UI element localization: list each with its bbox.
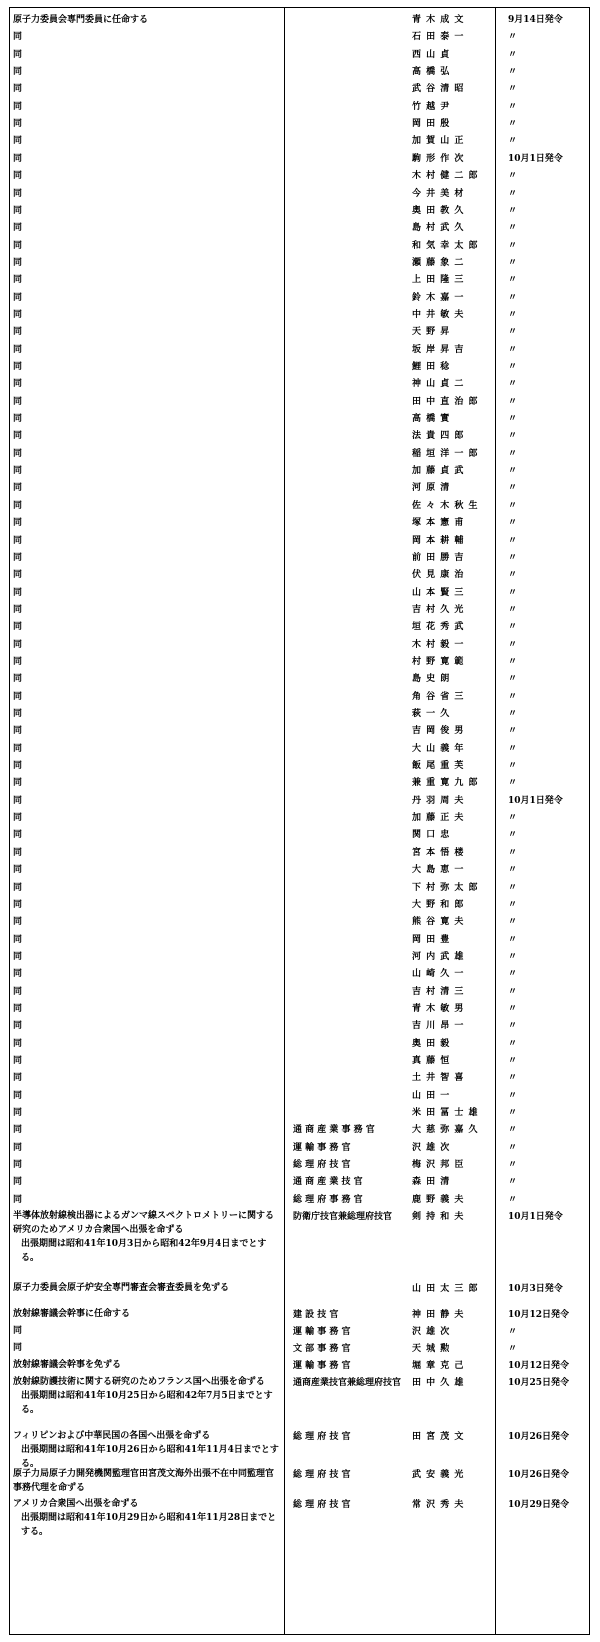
appointment-action: 同 bbox=[13, 743, 23, 754]
appointment-action: 同 bbox=[13, 917, 23, 928]
appointment-action: 同 bbox=[13, 570, 23, 581]
official-title: 通商産業技官兼総理府技官 bbox=[293, 1378, 401, 1389]
person-name: 法 貴 四 郎 bbox=[412, 431, 465, 442]
issue-date: 〃 bbox=[508, 830, 518, 841]
table-row bbox=[10, 1429, 589, 1470]
person-name: 沢 雄 次 bbox=[412, 1142, 451, 1153]
person-name: 河 内 武 雄 bbox=[412, 951, 465, 962]
appointment-action bbox=[13, 1209, 281, 1265]
person-name: 武 安 義 光 bbox=[412, 1470, 465, 1481]
person-name: 駒 形 作 次 bbox=[412, 153, 465, 164]
person-name: 木 村 健 二 郎 bbox=[412, 171, 479, 182]
issue-date: 〃 bbox=[508, 986, 518, 997]
issue-date: 〃 bbox=[508, 518, 518, 529]
appointment-action: 同 bbox=[13, 778, 23, 789]
person-name: 田 中 久 雄 bbox=[412, 1378, 465, 1389]
appointment-action: 同 bbox=[13, 1160, 23, 1171]
issue-date: 〃 bbox=[508, 49, 518, 60]
issue-date: 〃 bbox=[508, 847, 518, 858]
issue-date: 〃 bbox=[508, 570, 518, 581]
appointment-action: 同 bbox=[13, 1090, 23, 1101]
person-name: 土 井 智 喜 bbox=[412, 1073, 465, 1084]
issue-date: 〃 bbox=[508, 1125, 518, 1136]
travel-period-note: 出張期間は昭和41年10月25日から昭和42年7月5日までとする。 bbox=[21, 1391, 273, 1416]
person-name: 田 宮 茂 文 bbox=[412, 1432, 465, 1443]
appointment-action: 同 bbox=[13, 153, 23, 164]
action-text: 同 bbox=[13, 1343, 23, 1354]
appointment-action: 同 bbox=[13, 865, 23, 876]
issue-date: 〃 bbox=[508, 188, 518, 199]
person-name: 山 崎 久 一 bbox=[412, 969, 465, 980]
official-title: 総 理 府 技 官 bbox=[293, 1470, 351, 1481]
issue-date: 10月1日発令 bbox=[508, 153, 563, 164]
table-row bbox=[10, 1467, 589, 1497]
person-name: 瀬 藤 象 二 bbox=[412, 257, 465, 268]
issue-date: 10月26日発令 bbox=[508, 1470, 570, 1481]
appointment-action: 同 bbox=[13, 188, 23, 199]
appointment-action bbox=[13, 1358, 281, 1372]
appointment-action: 同 bbox=[13, 119, 23, 130]
action-text: 放射線審議会幹事に任命する bbox=[13, 1309, 131, 1320]
issue-date: 〃 bbox=[508, 344, 518, 355]
person-name: 伏 見 康 治 bbox=[412, 570, 465, 581]
issue-date: 〃 bbox=[508, 899, 518, 910]
person-name: 宮 本 悟 楼 bbox=[412, 847, 465, 858]
issue-date: 10月1日発令 bbox=[508, 1212, 563, 1223]
person-name: 吉 村 久 光 bbox=[412, 604, 465, 615]
appointment-action: 同 bbox=[13, 84, 23, 95]
travel-period-note: 出張期間は昭和41年10月26日から昭和41年11月4日までとする。 bbox=[21, 1445, 279, 1470]
person-name: 今 井 美 材 bbox=[412, 188, 465, 199]
issue-date: 〃 bbox=[508, 32, 518, 43]
table-row bbox=[10, 1358, 589, 1375]
appointment-action: 同 bbox=[13, 899, 23, 910]
issue-date: 〃 bbox=[508, 1194, 518, 1205]
issue-date: 10月3日発令 bbox=[508, 1284, 563, 1295]
issue-date: 〃 bbox=[508, 483, 518, 494]
issue-date: 〃 bbox=[508, 223, 518, 234]
issue-date: 〃 bbox=[508, 1090, 518, 1101]
appointment-action: 同 bbox=[13, 882, 23, 893]
person-name: 上 田 隆 三 bbox=[412, 275, 465, 286]
official-title: 建 設 技 官 bbox=[293, 1310, 339, 1321]
issue-date: 〃 bbox=[508, 205, 518, 216]
issue-date: 〃 bbox=[508, 136, 518, 147]
appointment-action: 同 bbox=[13, 483, 23, 494]
issue-date: 〃 bbox=[508, 1038, 518, 1049]
appointment-action: 同 bbox=[13, 396, 23, 407]
person-name: 村 野 寛 範 bbox=[412, 656, 465, 667]
person-name: 佐 々 木 秋 生 bbox=[412, 500, 479, 511]
official-title: 総 理 府 技 官 bbox=[293, 1432, 351, 1443]
person-name: 高 橋 實 bbox=[412, 414, 451, 425]
appointment-action bbox=[13, 1467, 281, 1495]
issue-date: 〃 bbox=[508, 1142, 518, 1153]
appointment-action: 同 bbox=[13, 275, 23, 286]
person-name: 竹 越 尹 bbox=[412, 101, 451, 112]
issue-date: 〃 bbox=[508, 1327, 518, 1338]
issue-date: 〃 bbox=[508, 726, 518, 737]
appointment-action: 同 bbox=[13, 1038, 23, 1049]
person-name: 加 藤 貞 武 bbox=[412, 466, 465, 477]
issue-date: 〃 bbox=[508, 535, 518, 546]
appointment-action bbox=[13, 1307, 281, 1321]
action-text: 同 bbox=[13, 1326, 23, 1337]
issue-date: 〃 bbox=[508, 431, 518, 442]
person-name: 西 山 貞 bbox=[412, 49, 451, 60]
appointment-action: 同 bbox=[13, 101, 23, 112]
appointment-action: 同 bbox=[13, 691, 23, 702]
appointment-action: 同 bbox=[13, 951, 23, 962]
issue-date: 〃 bbox=[508, 951, 518, 962]
appointment-action: 同 bbox=[13, 466, 23, 477]
appointment-action: 同 bbox=[13, 171, 23, 182]
issue-date: 〃 bbox=[508, 934, 518, 945]
appointment-action: 同 bbox=[13, 1003, 23, 1014]
appointment-action: 同 bbox=[13, 448, 23, 459]
issue-date: 〃 bbox=[508, 119, 518, 130]
issue-date: 10月26日発令 bbox=[508, 1432, 570, 1443]
appointment-action bbox=[13, 1281, 281, 1295]
issue-date: 〃 bbox=[508, 327, 518, 338]
issue-date: 10月12日発令 bbox=[508, 1310, 570, 1321]
person-name: 鹿 野 義 夫 bbox=[412, 1194, 465, 1205]
issue-date: 〃 bbox=[508, 882, 518, 893]
person-name: 加 藤 正 夫 bbox=[412, 813, 465, 824]
action-text: 半導体放射線検出器によるガンマ線スペクトロメトリーに関する研究のためアメリカ合衆国へ出張を命ずる bbox=[13, 1211, 275, 1236]
person-name: 神 田 静 夫 bbox=[412, 1310, 465, 1321]
person-name: 岡 本 耕 輔 bbox=[412, 535, 465, 546]
issue-date: 〃 bbox=[508, 292, 518, 303]
appointment-action: 同 bbox=[13, 761, 23, 772]
appointment-action: 同 bbox=[13, 518, 23, 529]
appointment-action: 同 bbox=[13, 1194, 23, 1205]
person-name: 米 田 冨 士 雄 bbox=[412, 1108, 479, 1119]
person-name: 関 口 忠 bbox=[412, 830, 451, 841]
person-name: 萩 一 久 bbox=[412, 709, 451, 719]
appointment-action: 同 bbox=[13, 604, 23, 615]
person-name: 吉 村 清 三 bbox=[412, 986, 465, 997]
issue-date: 〃 bbox=[508, 1003, 518, 1014]
appointment-action: 同 bbox=[13, 674, 23, 685]
person-name: 奥 田 毅 bbox=[412, 1038, 451, 1049]
issue-date: 〃 bbox=[508, 101, 518, 112]
issue-date: 〃 bbox=[508, 240, 518, 251]
issue-date: 〃 bbox=[508, 813, 518, 824]
person-name: 木 村 毅 一 bbox=[412, 639, 465, 650]
person-name: 大 島 恵 一 bbox=[412, 865, 465, 876]
appointment-action: 同 bbox=[13, 1142, 23, 1153]
issue-date: 〃 bbox=[508, 466, 518, 477]
person-name: 大 慈 弥 嘉 久 bbox=[412, 1125, 479, 1136]
issue-date: 〃 bbox=[508, 379, 518, 390]
person-name: 大 山 義 年 bbox=[412, 743, 465, 754]
issue-date: 〃 bbox=[508, 1073, 518, 1084]
person-name: 丹 羽 周 夫 bbox=[412, 795, 465, 806]
appointment-action: 同 bbox=[13, 414, 23, 425]
person-name: 武 谷 清 昭 bbox=[412, 84, 465, 95]
person-name: 兼 重 寛 九 郎 bbox=[412, 778, 479, 789]
personnel-table bbox=[9, 7, 590, 1635]
official-title: 通 商 産 業 事 務 官 bbox=[293, 1125, 375, 1136]
table-row bbox=[10, 1341, 589, 1358]
table-row bbox=[10, 1209, 589, 1281]
person-name: 森 田 清 bbox=[412, 1177, 451, 1188]
person-name: 吉 岡 俊 男 bbox=[412, 726, 465, 737]
appointment-action bbox=[13, 1324, 281, 1338]
issue-date: 〃 bbox=[508, 1021, 518, 1032]
official-title: 運 輸 事 務 官 bbox=[293, 1361, 351, 1372]
person-name: 鯉 田 稔 bbox=[412, 362, 451, 372]
person-name: 鈴 木 嘉 一 bbox=[412, 292, 465, 303]
issue-date: 〃 bbox=[508, 709, 518, 719]
appointment-action: 同 bbox=[13, 535, 23, 546]
appointment-action: 同 bbox=[13, 622, 23, 633]
official-title: 運 輸 事 務 官 bbox=[293, 1142, 351, 1153]
person-name: 神 山 貞 二 bbox=[412, 379, 465, 390]
person-name: 大 野 和 郎 bbox=[412, 899, 465, 910]
issue-date: 〃 bbox=[508, 622, 518, 633]
issue-date: 10月25日発令 bbox=[508, 1378, 570, 1389]
person-name: 塚 本 憲 甫 bbox=[412, 518, 465, 529]
appointment-action: 原子力委員会専門委員に任命する bbox=[13, 15, 149, 25]
appointment-action: 同 bbox=[13, 49, 23, 60]
person-name: 沢 雄 次 bbox=[412, 1327, 451, 1338]
action-text: 放射線審議会幹事を免ずる bbox=[13, 1360, 122, 1371]
person-name: 高 橋 弘 bbox=[412, 67, 451, 78]
appointment-action: 同 bbox=[13, 795, 23, 806]
person-name: 山 田 一 bbox=[412, 1090, 451, 1101]
person-name: 真 藤 恒 bbox=[412, 1056, 451, 1066]
issue-date: 〃 bbox=[508, 674, 518, 685]
official-title: 通 商 産 業 技 官 bbox=[293, 1177, 363, 1188]
action-text: アメリカ合衆国へ出張を命ずる bbox=[13, 1499, 139, 1510]
issue-date: 〃 bbox=[508, 1344, 518, 1355]
person-name: 青 木 成 文 bbox=[412, 15, 465, 25]
appointment-action: 同 bbox=[13, 1056, 23, 1066]
person-name: 岡 田 殷 bbox=[412, 119, 451, 130]
person-name: 飯 尾 重 芙 bbox=[412, 761, 465, 772]
appointment-action: 同 bbox=[13, 1177, 23, 1188]
appointment-action: 同 bbox=[13, 344, 23, 355]
issue-date: 〃 bbox=[508, 587, 518, 598]
issue-date: 〃 bbox=[508, 396, 518, 407]
appointment-action bbox=[13, 1375, 281, 1417]
travel-period-note: 出張期間は昭和41年10月29日から昭和41年11月28日までとする。 bbox=[21, 1513, 277, 1538]
appointment-action: 同 bbox=[13, 500, 23, 511]
official-title: 総 理 府 技 官 bbox=[293, 1500, 351, 1511]
table-row bbox=[10, 1324, 589, 1341]
person-name: 熊 谷 寛 夫 bbox=[412, 917, 465, 928]
action-text: フィリピンおよび中華民国の各国へ出張を命ずる bbox=[13, 1431, 211, 1442]
person-name: 島 史 朗 bbox=[412, 674, 451, 685]
person-name: 田 中 直 治 郎 bbox=[412, 396, 479, 407]
appointment-action: 同 bbox=[13, 656, 23, 667]
appointment-action: 同 bbox=[13, 309, 23, 320]
appointment-action: 同 bbox=[13, 67, 23, 78]
person-name: 岡 田 豊 bbox=[412, 934, 451, 945]
issue-date: 〃 bbox=[508, 257, 518, 268]
issue-date: 〃 bbox=[508, 691, 518, 702]
official-title: 文 部 事 務 官 bbox=[293, 1344, 351, 1355]
issue-date: 〃 bbox=[508, 67, 518, 78]
issue-date: 〃 bbox=[508, 552, 518, 563]
person-name: 山 本 賢 三 bbox=[412, 587, 465, 598]
appointment-action: 同 bbox=[13, 587, 23, 598]
person-name: 島 村 武 久 bbox=[412, 223, 465, 234]
person-name: 坂 岸 昇 吉 bbox=[412, 344, 465, 355]
issue-date: 〃 bbox=[508, 275, 518, 286]
person-name: 中 井 敏 夫 bbox=[412, 309, 465, 320]
person-name: 天 野 昇 bbox=[412, 327, 451, 338]
issue-date: 〃 bbox=[508, 917, 518, 928]
appointment-action: 同 bbox=[13, 240, 23, 251]
issue-date: 〃 bbox=[508, 500, 518, 511]
table-row bbox=[10, 1375, 589, 1429]
person-name: 角 谷 省 三 bbox=[412, 691, 465, 702]
person-name: 前 田 勝 吉 bbox=[412, 552, 465, 563]
person-name: 常 沢 秀 夫 bbox=[412, 1500, 465, 1511]
table-row bbox=[10, 1497, 589, 1537]
issue-date: 〃 bbox=[508, 362, 518, 372]
issue-date: 〃 bbox=[508, 865, 518, 876]
person-name: 加 賀 山 正 bbox=[412, 136, 465, 147]
appointment-action: 同 bbox=[13, 32, 23, 43]
appointment-action bbox=[13, 1341, 281, 1355]
appointment-action bbox=[13, 1497, 281, 1539]
appointment-action: 同 bbox=[13, 934, 23, 945]
appointment-action: 同 bbox=[13, 969, 23, 980]
issue-date: 〃 bbox=[508, 969, 518, 980]
appointment-action: 同 bbox=[13, 292, 23, 303]
appointment-action: 同 bbox=[13, 1108, 23, 1119]
issue-date: 〃 bbox=[508, 1108, 518, 1119]
appointment-action: 同 bbox=[13, 813, 23, 824]
action-text: 原子力委員会原子炉安全専門審査会審査委員を免ずる bbox=[13, 1283, 230, 1294]
appointment-action: 同 bbox=[13, 431, 23, 442]
person-name: 奥 田 教 久 bbox=[412, 205, 465, 216]
issue-date: 〃 bbox=[508, 743, 518, 754]
person-name: 山 田 太 三 郎 bbox=[412, 1284, 479, 1295]
person-name: 稲 垣 洋 一 郎 bbox=[412, 448, 479, 459]
issue-date: 〃 bbox=[508, 639, 518, 650]
issue-date: 〃 bbox=[508, 1160, 518, 1171]
appointment-action: 同 bbox=[13, 639, 23, 650]
issue-date: 〃 bbox=[508, 761, 518, 772]
issue-date: 〃 bbox=[508, 604, 518, 615]
issue-date: 10月29日発令 bbox=[508, 1500, 570, 1511]
appointment-action: 同 bbox=[13, 1125, 23, 1136]
issue-date: 〃 bbox=[508, 778, 518, 789]
person-name: 堀 章 克 己 bbox=[412, 1361, 465, 1372]
appointment-action: 同 bbox=[13, 726, 23, 737]
person-name: 天 城 勲 bbox=[412, 1344, 451, 1355]
appointment-action: 同 bbox=[13, 986, 23, 997]
table-row bbox=[10, 1281, 589, 1307]
official-title: 運 輸 事 務 官 bbox=[293, 1327, 351, 1338]
appointment-action: 同 bbox=[13, 847, 23, 858]
appointment-action: 同 bbox=[13, 136, 23, 147]
appointment-action: 同 bbox=[13, 327, 23, 338]
person-name: 吉 川 昂 一 bbox=[412, 1021, 465, 1032]
action-text: 原子力局原子力開発機関監理官田宮茂文海外出張不在中同監理官事務代理を命ずる bbox=[13, 1469, 275, 1494]
official-title: 防衛庁技官兼総理府技官 bbox=[293, 1212, 393, 1223]
issue-date: 〃 bbox=[508, 1056, 518, 1066]
appointment-action: 同 bbox=[13, 552, 23, 563]
action-text: 放射線防護技術に関する研究のためフランス国へ出張を命ずる bbox=[13, 1377, 265, 1388]
person-name: 下 村 弥 太 郎 bbox=[412, 882, 479, 893]
issue-date: 〃 bbox=[508, 1177, 518, 1188]
table-row bbox=[10, 1307, 589, 1324]
travel-period-note: 出張期間は昭和41年10月3日から昭和42年9月4日までとする。 bbox=[21, 1239, 267, 1264]
issue-date: 〃 bbox=[508, 414, 518, 425]
issue-date: 〃 bbox=[508, 84, 518, 95]
appointment-action: 同 bbox=[13, 205, 23, 216]
issue-date: 〃 bbox=[508, 309, 518, 320]
issue-date: 10月1日発令 bbox=[508, 795, 563, 806]
person-name: 河 原 清 bbox=[412, 483, 451, 494]
issue-date: 10月12日発令 bbox=[508, 1361, 570, 1372]
appointment-action bbox=[13, 1429, 281, 1471]
appointment-action: 同 bbox=[13, 379, 23, 390]
appointment-action: 同 bbox=[13, 257, 23, 268]
issue-date: 〃 bbox=[508, 656, 518, 667]
appointment-action: 同 bbox=[13, 830, 23, 841]
appointment-action: 同 bbox=[13, 362, 23, 372]
official-title: 総 理 府 技 官 bbox=[293, 1160, 351, 1171]
appointment-action: 同 bbox=[13, 1073, 23, 1084]
person-name: 青 木 敏 男 bbox=[412, 1003, 465, 1014]
appointment-action: 同 bbox=[13, 709, 23, 719]
official-title: 総 理 府 事 務 官 bbox=[293, 1194, 363, 1205]
issue-date: 9月14日発令 bbox=[508, 15, 563, 25]
issue-date: 〃 bbox=[508, 171, 518, 182]
person-name: 和 気 幸 太 郎 bbox=[412, 240, 479, 251]
issue-date: 〃 bbox=[508, 448, 518, 459]
appointment-action: 同 bbox=[13, 223, 23, 234]
person-name: 垣 花 秀 武 bbox=[412, 622, 465, 633]
person-name: 石 田 泰 一 bbox=[412, 32, 465, 43]
person-name: 梅 沢 邦 臣 bbox=[412, 1160, 465, 1171]
appointment-action: 同 bbox=[13, 1021, 23, 1032]
person-name: 剣 持 和 夫 bbox=[412, 1212, 465, 1223]
